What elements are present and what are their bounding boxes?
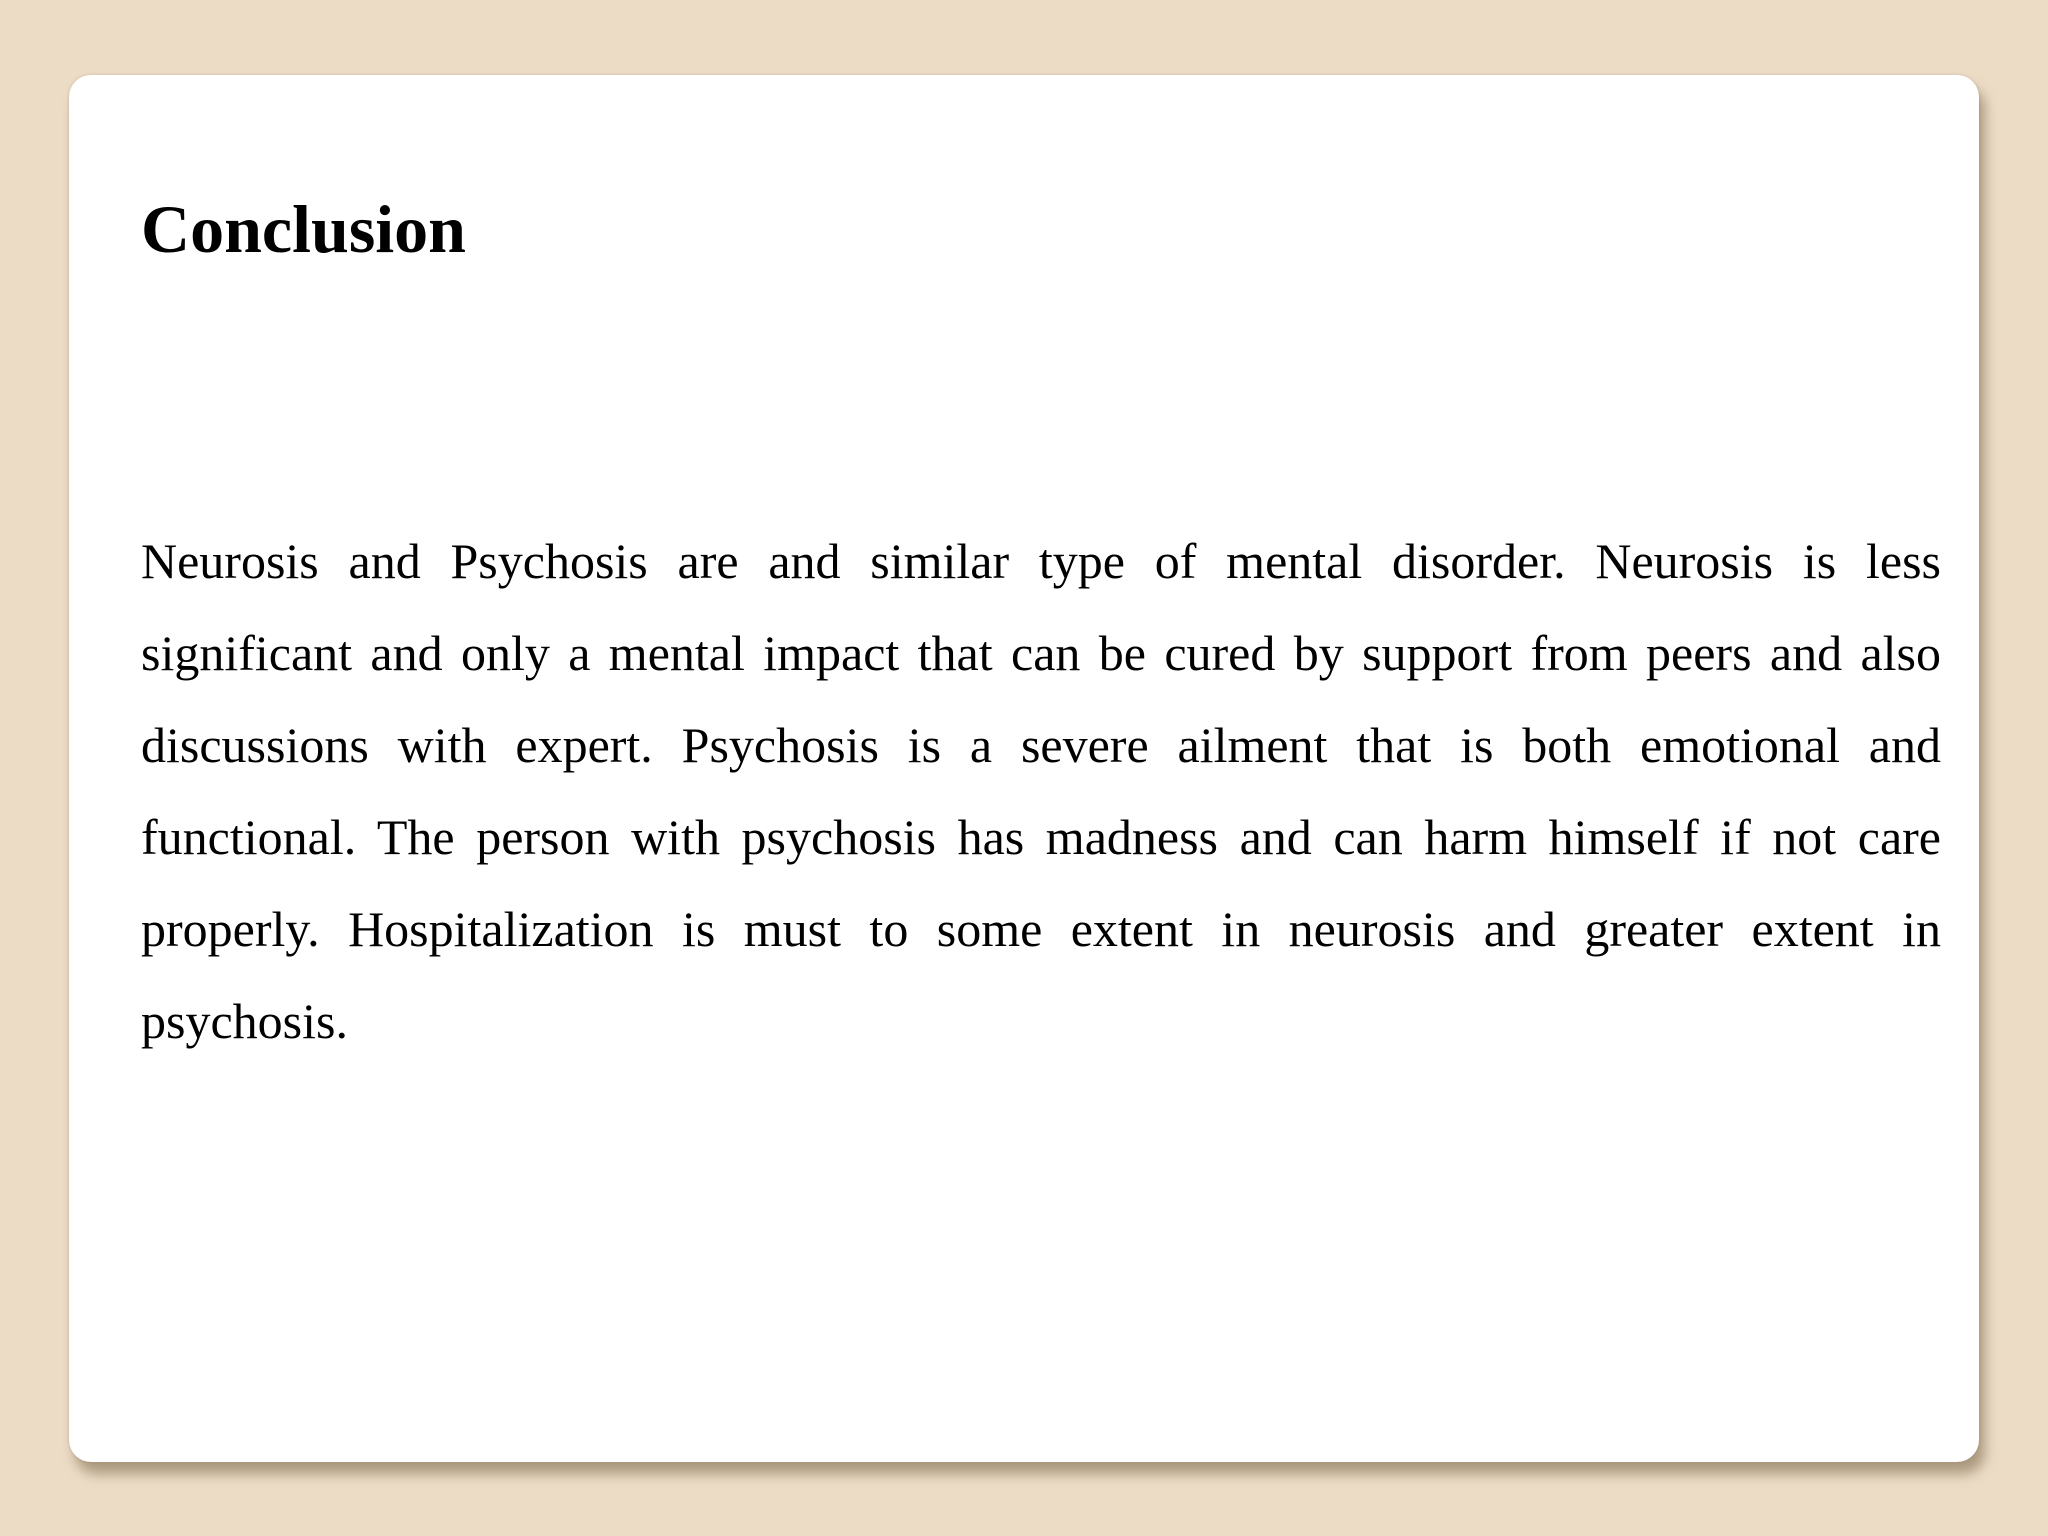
slide-title: Conclusion — [141, 191, 466, 267]
slide-card — [69, 75, 1979, 1462]
slide-body-paragraph: Neurosis and Psychosis are and similar type of mental disorder. Neurosis is less significant and only a mental impact that can be cured by support from peers and also discussions with expert. Psychosis is a severe ailment that is both emotional and functional. The person with psychosis has madness and can harm himself if not care properly. Hospitalization is must to some extent in neurosis and greater extent in psychosis. — [141, 533, 1941, 1049]
